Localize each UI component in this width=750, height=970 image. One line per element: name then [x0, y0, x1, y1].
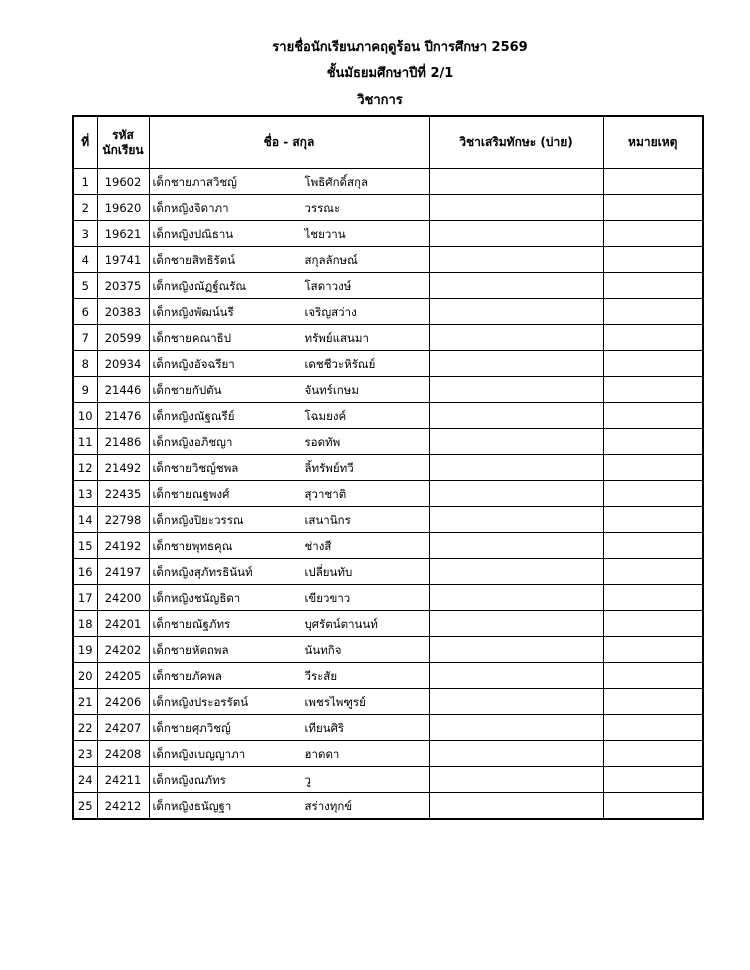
remark-cell — [603, 247, 703, 273]
student-name-cell — [149, 741, 429, 767]
student-first-name: เด็กหญิงเบญญาภา — [152, 747, 246, 761]
student-id: 24208 — [97, 741, 149, 767]
student-first-name: เด็กชายหัตถพล — [152, 643, 229, 657]
table-row — [73, 741, 703, 767]
student-id: 24212 — [97, 793, 149, 820]
row-number: 6 — [73, 299, 97, 325]
header-row — [73, 116, 703, 169]
header-id-line2: นักเรียน — [102, 142, 144, 157]
subject-cell — [429, 455, 603, 481]
student-first-name: เด็กหญิงปณิธาน — [152, 227, 234, 241]
student-name-cell — [149, 689, 429, 715]
subject-cell — [429, 325, 603, 351]
remark-cell — [603, 689, 703, 715]
subject-cell — [429, 767, 603, 793]
student-name-cell — [149, 273, 429, 299]
student-id: 21486 — [97, 429, 149, 455]
remark-cell — [603, 351, 703, 377]
header-subject: วิชาเสริมทักษะ (บ่าย) — [429, 116, 603, 169]
row-number: 12 — [73, 455, 97, 481]
subject-cell — [429, 793, 603, 820]
student-name-cell — [149, 611, 429, 637]
table-row — [73, 585, 703, 611]
subject-cell — [429, 507, 603, 533]
remark-cell — [603, 299, 703, 325]
subject-cell — [429, 663, 603, 689]
student-last-name: รอดทัพ — [304, 435, 341, 449]
student-last-name: สกุลลักษณ์ — [304, 253, 358, 267]
student-last-name: วรรณะ — [304, 201, 341, 215]
table-row — [73, 429, 703, 455]
student-name-cell — [149, 351, 429, 377]
student-first-name: เด็กหญิงอัจฉรียา — [152, 357, 235, 371]
subject-cell — [429, 195, 603, 221]
remark-cell — [603, 559, 703, 585]
student-last-name: เดชชีวะหิรัณย์ — [304, 357, 376, 371]
student-last-name: ฮาดดา — [304, 747, 340, 761]
student-last-name: บุศรัตน์ตานนท์ — [304, 617, 378, 631]
student-first-name: เด็กหญิงชนัญธิดา — [152, 591, 241, 605]
student-id: 20375 — [97, 273, 149, 299]
student-last-name: โพธิศักดิ์สกุล — [304, 175, 369, 189]
student-first-name: เด็กหญิงธนัญฐา — [152, 799, 232, 813]
student-name-cell — [149, 715, 429, 741]
student-id: 19602 — [97, 169, 149, 195]
student-name-cell — [149, 325, 429, 351]
remark-cell — [603, 221, 703, 247]
student-name-cell — [149, 533, 429, 559]
table-row — [73, 195, 703, 221]
remark-cell — [603, 481, 703, 507]
student-id: 19621 — [97, 221, 149, 247]
subject-cell — [429, 273, 603, 299]
remark-cell — [603, 377, 703, 403]
student-first-name: เด็กชายพุทธคุณ — [152, 539, 233, 553]
student-last-name: ไชยวาน — [304, 227, 346, 241]
table-row — [73, 455, 703, 481]
remark-cell — [603, 169, 703, 195]
student-last-name: เสนานิกร — [304, 513, 351, 527]
row-number: 13 — [73, 481, 97, 507]
table-row — [73, 767, 703, 793]
remark-cell — [603, 793, 703, 820]
row-number: 16 — [73, 559, 97, 585]
student-first-name: เด็กหญิงพัฒน์นรี — [152, 305, 234, 319]
student-last-name: ลิ้ทรัพย์ทวี — [304, 461, 354, 475]
student-id: 19620 — [97, 195, 149, 221]
student-id: 24202 — [97, 637, 149, 663]
student-id: 22435 — [97, 481, 149, 507]
subject-cell — [429, 169, 603, 195]
student-first-name: เด็กชายคณาธิป — [152, 331, 232, 345]
row-number: 10 — [73, 403, 97, 429]
subject-cell — [429, 429, 603, 455]
table-row — [73, 793, 703, 820]
student-first-name: เด็กหญิงสุภัทรธินันท์ — [152, 565, 253, 579]
remark-cell — [603, 767, 703, 793]
student-last-name: เปลี่ยนทับ — [304, 565, 353, 579]
table-row — [73, 325, 703, 351]
remark-cell — [603, 715, 703, 741]
student-name-cell — [149, 429, 429, 455]
remark-cell — [603, 663, 703, 689]
table-row — [73, 637, 703, 663]
remark-cell — [603, 195, 703, 221]
subject-cell — [429, 299, 603, 325]
table-row — [73, 559, 703, 585]
student-first-name: เด็กหญิงณัฐณรีย์ — [152, 409, 235, 423]
class-line: ชั้นมัธยมศึกษาปีที่ 2/1 — [326, 66, 454, 81]
row-number: 17 — [73, 585, 97, 611]
table-row — [73, 247, 703, 273]
student-name-cell — [149, 559, 429, 585]
remark-cell — [603, 637, 703, 663]
subject-cell — [429, 221, 603, 247]
remark-cell — [603, 403, 703, 429]
subject-cell — [429, 585, 603, 611]
table-row — [73, 689, 703, 715]
header-name: ชื่อ - สกุล — [149, 116, 429, 169]
header-remark: หมายเหตุ — [603, 116, 703, 169]
student-id: 21446 — [97, 377, 149, 403]
remark-cell — [603, 533, 703, 559]
student-first-name: เด็กหญิงประอรรัตน์ — [152, 695, 249, 709]
student-id: 20599 — [97, 325, 149, 351]
student-name-cell — [149, 247, 429, 273]
row-number: 21 — [73, 689, 97, 715]
student-last-name: สุวาชาติ — [304, 487, 347, 501]
remark-cell — [603, 273, 703, 299]
row-number: 24 — [73, 767, 97, 793]
student-id: 21492 — [97, 455, 149, 481]
student-first-name: เด็กชายณัฐภัทร — [152, 617, 231, 631]
subject-cell — [429, 481, 603, 507]
student-name-cell — [149, 767, 429, 793]
subject-cell — [429, 689, 603, 715]
student-last-name: จันทร์เกษม — [304, 383, 359, 397]
student-id: 22798 — [97, 507, 149, 533]
student-name-cell — [149, 585, 429, 611]
row-number: 5 — [73, 273, 97, 299]
subject-cell — [429, 351, 603, 377]
student-name-cell — [149, 507, 429, 533]
student-first-name: เด็กชายภาสวิชญ์ — [152, 175, 237, 189]
student-id: 21476 — [97, 403, 149, 429]
table-row — [73, 663, 703, 689]
student-id: 24207 — [97, 715, 149, 741]
row-number: 4 — [73, 247, 97, 273]
student-first-name: เด็กชายวิชญ์ชพล — [152, 461, 239, 475]
student-name-cell — [149, 403, 429, 429]
student-first-name: เด็กหญิงณัฏฐ์ณรัณ — [152, 279, 247, 293]
remark-cell — [603, 455, 703, 481]
remark-cell — [603, 325, 703, 351]
student-first-name: เด็กหญิงปิยะวรรณ — [152, 513, 244, 527]
table-row — [73, 351, 703, 377]
row-number: 11 — [73, 429, 97, 455]
subject-cell — [429, 377, 603, 403]
table-row — [73, 611, 703, 637]
remark-cell — [603, 429, 703, 455]
header-id-line1: รหัส — [112, 127, 134, 142]
table-row — [73, 273, 703, 299]
student-name-cell — [149, 455, 429, 481]
student-name-cell — [149, 299, 429, 325]
student-last-name: โฉมยงค์ — [304, 409, 347, 423]
subject-cell — [429, 715, 603, 741]
row-number: 20 — [73, 663, 97, 689]
student-last-name: โสดาวงษ์ — [304, 279, 352, 293]
student-name-cell — [149, 663, 429, 689]
student-first-name: เด็กชายศุภวิชญ์ — [152, 721, 231, 735]
student-id: 24206 — [97, 689, 149, 715]
student-first-name: เด็กชายภัคพล — [152, 669, 222, 683]
student-first-name: เด็กหญิงจิดาภา — [152, 201, 229, 215]
row-number: 7 — [73, 325, 97, 351]
student-last-name: เพชรไพฑูรย์ — [304, 695, 366, 709]
table-row — [73, 715, 703, 741]
student-name-cell — [149, 637, 429, 663]
remark-cell — [603, 585, 703, 611]
student-first-name: เด็กหญิงอภิชญา — [152, 435, 233, 449]
student-name-cell — [149, 481, 429, 507]
header-id — [97, 116, 149, 169]
student-table — [72, 115, 704, 820]
student-last-name: วีระสัย — [304, 669, 338, 683]
row-number: 23 — [73, 741, 97, 767]
student-name-cell — [149, 169, 429, 195]
row-number: 8 — [73, 351, 97, 377]
row-number: 9 — [73, 377, 97, 403]
student-first-name: เด็กหญิงณภัทร — [152, 773, 226, 787]
table-row — [73, 221, 703, 247]
remark-cell — [603, 611, 703, 637]
student-id: 24211 — [97, 767, 149, 793]
table-row — [73, 481, 703, 507]
student-last-name: เจริญสว่าง — [304, 305, 357, 319]
row-number: 19 — [73, 637, 97, 663]
table-row — [73, 169, 703, 195]
student-last-name: วู — [304, 773, 311, 787]
student-last-name: เทียนศิริ — [304, 721, 345, 735]
table-row — [73, 507, 703, 533]
student-name-cell — [149, 221, 429, 247]
subject-cell — [429, 741, 603, 767]
table-body — [73, 169, 703, 820]
subject-cell — [429, 403, 603, 429]
student-last-name: สร่างทุกข์ — [304, 799, 353, 813]
student-last-name: ช่างสี — [304, 539, 332, 553]
student-name-cell — [149, 377, 429, 403]
student-id: 24201 — [97, 611, 149, 637]
remark-cell — [603, 507, 703, 533]
row-number: 3 — [73, 221, 97, 247]
student-id: 24205 — [97, 663, 149, 689]
student-first-name: เด็กชายณฐพงศ์ — [152, 487, 230, 501]
student-name-cell — [149, 195, 429, 221]
student-id: 24197 — [97, 559, 149, 585]
row-number: 1 — [73, 169, 97, 195]
subject-cell — [429, 559, 603, 585]
row-number: 15 — [73, 533, 97, 559]
header-no: ที่ — [73, 116, 97, 169]
student-first-name: เด็กชายสิทธิรัตน์ — [152, 253, 235, 267]
subject-cell — [429, 247, 603, 273]
department-label: วิชาการ — [357, 93, 403, 108]
table-row — [73, 533, 703, 559]
table-row — [73, 403, 703, 429]
subject-cell — [429, 637, 603, 663]
remark-cell — [603, 741, 703, 767]
row-number: 22 — [73, 715, 97, 741]
student-name-cell — [149, 793, 429, 820]
student-id: 20934 — [97, 351, 149, 377]
student-last-name: นันทกิจ — [304, 643, 342, 657]
student-last-name: เขียวขาว — [304, 591, 351, 605]
table-row — [73, 377, 703, 403]
student-last-name: ทรัพย์แสนมา — [304, 331, 369, 345]
student-id: 20383 — [97, 299, 149, 325]
student-first-name: เด็กชายกัปตัน — [152, 383, 222, 397]
student-id: 19741 — [97, 247, 149, 273]
row-number: 18 — [73, 611, 97, 637]
subject-cell — [429, 533, 603, 559]
document-title: รายชื่อนักเรียนภาคฤดูร้อน ปีการศึกษา 2569 — [272, 40, 528, 55]
row-number: 25 — [73, 793, 97, 820]
subject-cell — [429, 611, 603, 637]
row-number: 2 — [73, 195, 97, 221]
row-number: 14 — [73, 507, 97, 533]
student-id: 24200 — [97, 585, 149, 611]
table-row — [73, 299, 703, 325]
student-id: 24192 — [97, 533, 149, 559]
